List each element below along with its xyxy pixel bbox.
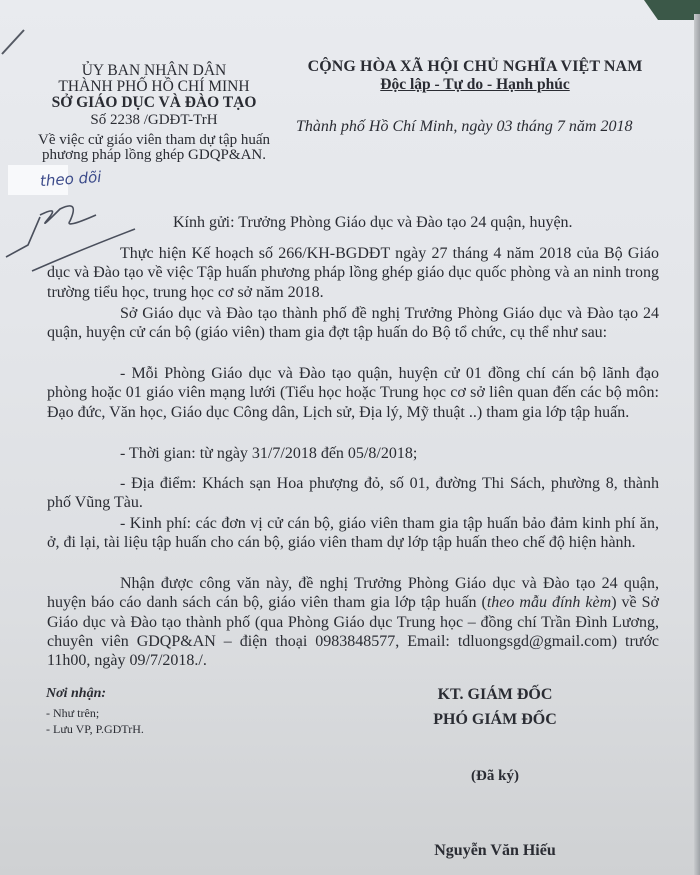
subject-line-2: phương pháp lồng ghép GDQP&AN. — [42, 147, 266, 163]
paragraph-request: Sở Giáo dục và Đào tạo thành phố đề nghị Trưởng Phòng Giáo dục và Đào tạo 24 quận, huyện cử cán bộ (giáo viên) tham gia đợt tập huấn do Bộ tổ chức, cụ thể như sau: — [47, 305, 659, 342]
signature-title: KT. GIÁM ĐỐC — [437, 686, 553, 703]
item-location: - Địa điểm: Khách sạn Hoa phượng đỏ, số 01, đường Thi Sách, phường 8, thành phố Vũng Tàu. — [47, 475, 659, 512]
paragraph-reference-plan: Thực hiện Kế hoạch số 266/KH-BGDĐT ngày 27 tháng 4 năm 2018 của Bộ Giáo dục và Đào tạo về việc Tập huấn phương pháp lồng ghép giáo dục quốc phòng và an ninh trong trường tiểu học, trung học cơ sở năm 2018. — [47, 245, 659, 301]
pen-mark-icon — [0, 18, 40, 58]
nation-title: CỘNG HÒA XÃ HỘI CHỦ NGHĨA VIỆT NAM — [307, 58, 643, 75]
department-name — [38, 95, 270, 111]
signed-marker: (Đã ký) — [471, 768, 519, 784]
page-edge-shadow — [694, 14, 700, 875]
place-and-date: Thành phố Hồ Chí Minh, ngày 03 tháng 7 năm 2018 — [296, 118, 633, 135]
recipient-item: - Như trên; — [46, 706, 100, 720]
paragraph-closing — [47, 574, 659, 670]
recipients-label: Nơi nhận: — [46, 686, 107, 701]
national-motto: Độc lập - Tự do - Hạnh phúc — [380, 76, 570, 93]
department-text: SỞ GIÁO DỤC VÀ ĐÀO TẠO — [51, 94, 257, 111]
authority-line-1: ỦY BAN NHÂN DÂN — [81, 62, 227, 79]
signatory-name: Nguyễn Văn Hiếu — [434, 842, 556, 859]
national-header-block — [290, 58, 660, 94]
handwritten-note: theo dõi — [39, 167, 102, 191]
recipient-item: - Lưu VP, P.GDTrH. — [46, 722, 144, 736]
item-participants: - Mỗi Phòng Giáo dục và Đào tạo quận, huyện cử 01 đồng chí cán bộ lãnh đạo phòng hoặc 01 giáo viên mạng lưới (Tiểu học hoặc Trung học cơ sở liên quan đến các bộ môn: Đạo đức, Văn học, Giáo dục Công dân, Lịch sử, Địa lý, Mỹ thuật ..) tham gia lớp tập huấn. — [47, 365, 659, 421]
closing-text-2: ) về Sở Giáo dục và Đào tạo thành phố (qua Phòng Giáo dục Trung học – đồng chí Trần Đình Lương, chuyên viên GDQP&AN – điện thoại 0983848577, Email: tdluongsgd@gmail.com) trước 11h00, ngày 09/7/2018./. — [47, 594, 660, 670]
subject-line-1: Về việc cử giáo viên tham dự tập huấn — [38, 132, 271, 148]
background-corner — [630, 0, 700, 20]
closing-text-1: Nhận được công văn này, đề nghị Trưởng Phòng Giáo dục và Đào tạo 24 quận, huyện báo cáo danh sách cán bộ, giáo viên tham gia lớp tập huấn ( — [47, 575, 659, 612]
signature-position: PHÓ GIÁM ĐỐC — [433, 711, 557, 728]
salutation: Kính gửi: Trưởng Phòng Giáo dục và Đào tạo 24 quận, huyện. — [173, 214, 573, 231]
issuing-authority-block — [38, 63, 270, 163]
closing-attachment-note: theo mẫu đính kèm — [486, 594, 612, 612]
authority-line-2: THÀNH PHỐ HỒ CHÍ MINH — [58, 78, 250, 95]
item-time: - Thời gian: từ ngày 31/7/2018 đến 05/8/2018; — [120, 445, 418, 462]
item-funding: - Kinh phí: các đơn vị cử cán bộ, giáo viên tham gia tập huấn bảo đảm kinh phí ăn, ở, đi lại, tài liệu tập huấn cho cán bộ, giáo viên tham dự lớp tập huấn theo chế độ hiện hành. — [47, 515, 659, 552]
document-number: Số 2238 /GDĐT-TrH — [90, 112, 218, 128]
